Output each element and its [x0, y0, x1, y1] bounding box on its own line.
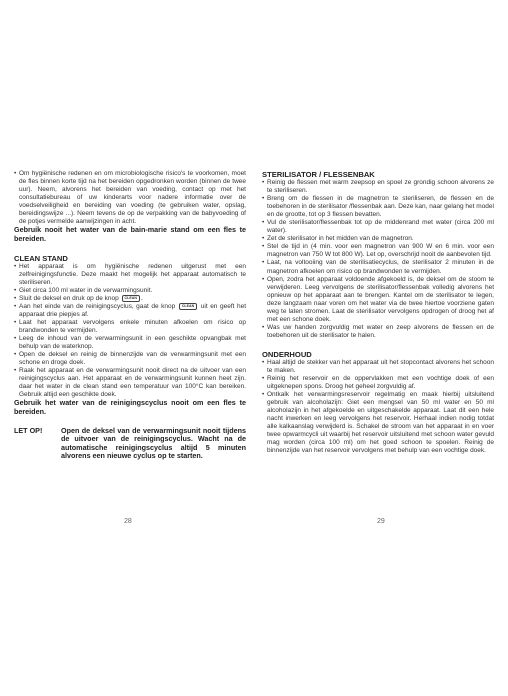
clean-bullet-6: • Leeg de inhoud van de verwarmingsunit in een geschikte opvangbak met behulp van de waterknop. [14, 335, 246, 351]
clean-bullet-8: • Raak het apparaat en de verwarmingsunit nooit direct na de uitvoer van een reinigingscyclus aan. Het apparaat en de verwarmingsunit kunnen heet zijn. daar het water in de clean stand een temperatuur van 100°C kan bereiken. Gebruik altijd een geschikte doek. [14, 367, 246, 399]
onderhoud-bullet-1: • Haal altijd de stekker van het apparaat uit het stopcontact alvorens het schoon te maken. [262, 359, 494, 375]
clean-bullet-5: • Laat het apparaat vervolgens enkele minuten afkoelen om risico op brandwonden te vermijden. [14, 319, 246, 335]
steri-bullet-1: • Reinig de flessen met warm zeepsop en spoel ze grondig schoon alvorens ze te steriliseren. [262, 179, 494, 195]
steri-bullet-8: • Was uw handen zorgvuldig met water en zeep alvorens de flessen en de toebehoren uit de sterilisator te halen. [262, 324, 494, 340]
clean-bullet-3: • Sluit de deksel en druk op de knop CLEAN . [14, 295, 246, 303]
steri-bullet-7: • Open, zodra het apparaat voldoende afgekoeld is, de deksel om de stoom te verwijderen. Leeg vervolgens de sterilisator/flessenbak volledig alvorens het opnieuw op het apparaat aan te brengen. Kantel om de sterilisator te legen, deze langzaam naar voren om het water via de twee hiertoe voorziene gaten weg te laten stromen. Laat de sterilisator vervolgens opdrogen of droog het af met een schone doek. [262, 276, 494, 324]
onderhoud-heading: ONDERHOUD [262, 349, 312, 359]
clean-bullet-4 [14, 303, 246, 319]
letop-warning [14, 427, 246, 461]
clean-bullet-3-text: Sluit de deksel en druk op de knop [19, 294, 119, 302]
warning-bain-marie: Gebruik nooit het water van de bain-marie stand om een fles te bereiden. [14, 225, 246, 243]
steri-bullet-2: • Breng om de flessen in de magnetron te steriliseren, de flessen en de toebehoren in de sterilisator /flessenbak aan. Deze kan, naar gelang het model en de grootte, tot op 3 flessen bevatten. [262, 195, 494, 219]
onderhoud-bullet-2: • Reinig het reservoir en de oppervlakken met een vochtige doek of een uitgeknepen spons. Droog het geheel zorgvuldig af. [262, 375, 494, 391]
warning-cleaning-water: Gebruik het water van de reinigingscyclus nooit om een fles te bereiden. [14, 398, 246, 416]
steri-bullet-3: • Vul de sterilisator/flessenbak tot op de middenrand met water (circa 200 ml water). [262, 219, 494, 235]
page-number-left: 28 [124, 518, 132, 525]
left-column [14, 170, 246, 461]
right-column [262, 170, 494, 456]
sterilisator-heading: STERILISATOR / FLESSENBAK [262, 170, 375, 179]
onderhoud-bullet-3: • Ontkalk het verwarmingsreservoir regelmatig en maak hierbij uitsluitend gebruik van alcoholazijn: Giet een mengsel van 50 ml water en 50 ml alcoholazijn in het afgekoelde en uitgeschakelde apparaat. Laat dit een hele nacht inwerken en leeg vervolgens het reservoir. Herhaal indien nodig totdat alle kalkaanslag verwijderd is. Schakel de stroom van het apparaat in en voer twee opwarmcycli uit waarbij het reservoir uitsluitend met schoon water gevuld mag worden (circa 100 ml) om het goed schoon te spoelen. Reinig de binnenzijde van het reservoir vervolgens met behulp van een vochtige doek. [262, 391, 494, 455]
steri-bullet-5: • Stel de tijd in (4 min. voor een magnetron van 900 W en 6 min. voor een magnetron van 750 W tot 800 W). Let op, overschrijd nooit de aanbevolen tijd. [262, 243, 494, 259]
clean-stand-heading: CLEAN STAND [14, 253, 68, 263]
clean-bullet-4-tail: uit en geeft het apparaat drie piepjes af. [19, 302, 247, 318]
intro-bullet: • Om hygiënische redenen en om microbiologische risico's te voorkomen, moet de fles binnen korte tijd na het bereiden opgedronken worden (binnen de twee uur). Neem, alvorens het bereiden van voeding, contact op met het consultatiebureau of uw kinderarts voor nadere informatie over de voedselveiligheid en bereiding van voeding (te gebruiken water, opslag, bereidingswijze ...). Neem tevens de op de verpakking van de babyvoeding of de potjes vermelde aanwijzingen in acht. [14, 170, 246, 226]
page-number-right: 29 [377, 518, 385, 525]
clean-bullet-2: • Giet circa 100 ml water in de verwarmingsunit. [14, 287, 246, 295]
letop-label: LET OP! [14, 425, 43, 435]
clean-button-icon: CLEAN [122, 295, 140, 302]
clean-bullet-7: • Open de deksel en reinig de binnenzijde van de verwarmingsunit met een schone en droge doek. [14, 351, 246, 367]
clean-bullet-4-text: Aan het einde van de reinigingscyclus, gaat de knop [19, 302, 176, 310]
steri-bullet-4: • Zet de sterilisator in het midden van de magnetron. [262, 235, 494, 243]
steri-bullet-6: • Laat, na voltooiing van de sterilisatiecyclus, de sterilisator 2 minuten in de magnetron afkoelen om risico op brandwonden te vermijden. [262, 259, 494, 275]
clean-bullet-1: • Het apparaat is om hygiënische redenen uitgerust met een zelfreinigingsfunctie. Deze maakt het mogelijk het apparaat automatisch te steriliseren. [14, 263, 246, 287]
clean-button-icon-2: CLEAN [179, 303, 197, 310]
letop-text: Open de deksel van de verwarmingsunit nooit tijdens de uitvoer van de reinigingscyclus. Wacht na de automatische reinigingscyclus altijd 5 minuten alvorens een nieuwe cyclus op te starten. [61, 425, 246, 461]
